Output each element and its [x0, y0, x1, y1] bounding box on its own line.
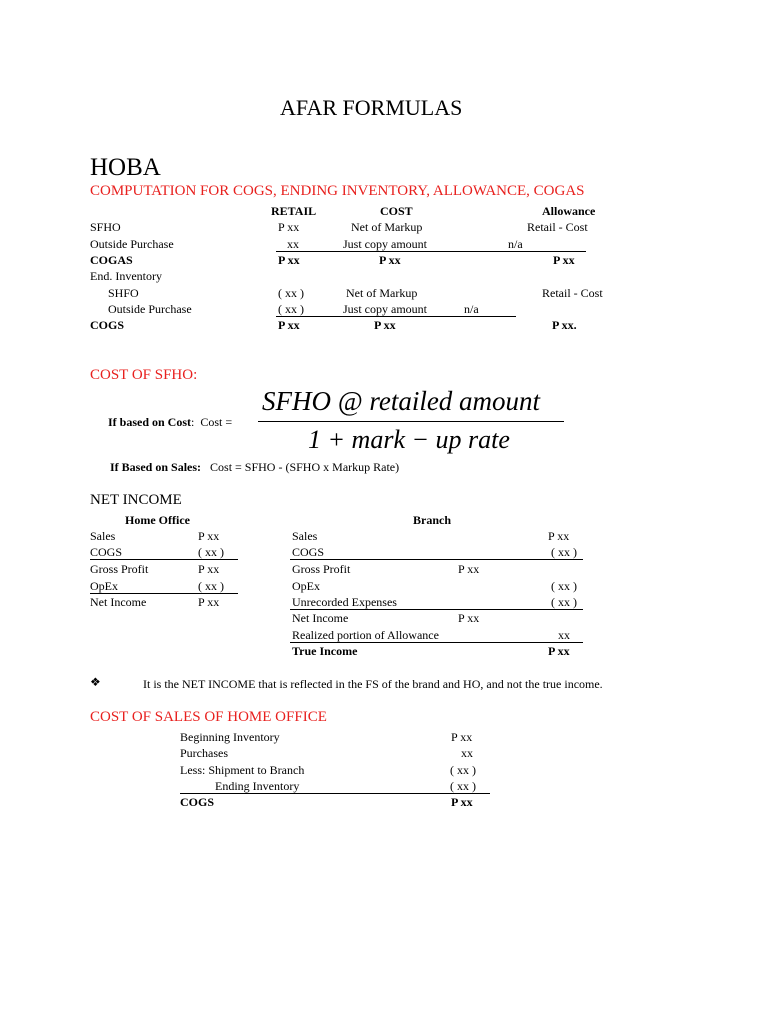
row-cogas-allowance: P xx	[553, 253, 575, 267]
cos-row-label: Ending Inventory	[215, 779, 300, 793]
col-allowance: Allowance	[542, 204, 596, 218]
ho-row-value: ( xx )	[198, 545, 224, 559]
diamond-bullet-icon: ❖	[90, 675, 101, 689]
computation-heading: COMPUTATION FOR COGS, ENDING INVENTORY, ALLOWANCE, COGAS	[90, 183, 585, 199]
row-endinv-label: End. Inventory	[90, 269, 162, 283]
br-row-mid: P xx	[458, 562, 480, 576]
br-row-label: Net Income	[292, 611, 349, 625]
row-shfo-label: SHFO	[108, 286, 139, 300]
br-row-value: P xx	[548, 529, 570, 543]
row-cogs-label: COGS	[90, 318, 125, 332]
ho-row-value: ( xx )	[198, 579, 224, 593]
cos-row-value: ( xx )	[450, 779, 476, 793]
cos-row-value: xx	[461, 746, 473, 760]
ho-row-label: Net Income	[90, 595, 147, 609]
col-retail: RETAIL	[271, 204, 317, 218]
if-cost-label: If based on Cost	[108, 415, 192, 429]
row-outside2-retail: ( xx )	[278, 302, 304, 316]
row-sfho-retail: P xx	[278, 220, 300, 234]
cost-sfho-heading: COST OF SFHO:	[90, 367, 198, 383]
br-row-label: Gross Profit	[292, 562, 351, 576]
cos-row-value: ( xx )	[450, 763, 476, 777]
ho-row-value: P xx	[198, 562, 220, 576]
br-row-label: True Income	[292, 644, 358, 658]
br-row-value: ( xx )	[551, 579, 577, 593]
page-title: AFAR FORMULAS	[280, 95, 463, 120]
if-based-on-cost	[108, 415, 232, 429]
if-based-on-sales	[110, 460, 399, 474]
row-sfho-cost: Net of Markup	[351, 220, 423, 234]
br-row-mid: P xx	[458, 611, 480, 625]
row-outside2-label: Outside Purchase	[108, 302, 192, 316]
ho-row-value: P xx	[198, 595, 220, 609]
cos-row-label: Less: Shipment to Branch	[180, 763, 305, 777]
row-shfo-cost: Net of Markup	[346, 286, 418, 300]
home-office-title: Home Office	[125, 513, 190, 527]
cos-row-label: Beginning Inventory	[180, 730, 280, 744]
row-cogas-retail: P xx	[278, 253, 300, 267]
row-cogs-cost: P xx	[374, 318, 396, 332]
note-text: It is the NET INCOME that is reflected in the FS of the brand and HO, and not the true income.	[143, 677, 603, 691]
br-row-value: ( xx )	[551, 595, 577, 609]
br-row-label: OpEx	[292, 579, 320, 593]
br-row-value: xx	[558, 628, 570, 642]
col-cost: COST	[380, 204, 413, 218]
cos-row-label: Purchases	[180, 746, 228, 760]
formula-fraction-bar	[258, 421, 564, 422]
ho-row-label: COGS	[90, 545, 123, 559]
br-row-label: Sales	[292, 529, 318, 543]
row-outside-cost: Just copy amount	[343, 237, 427, 251]
cos-row-label: COGS	[180, 795, 215, 809]
br-row-label: COGS	[292, 545, 325, 559]
if-cost-colon: :	[191, 415, 195, 429]
row-sfho-label: SFHO	[90, 220, 121, 234]
br-underline-unrecorded	[290, 609, 583, 610]
br-row-label: Realized portion of Allowance	[292, 628, 439, 642]
cos-underline	[180, 793, 490, 794]
branch-title: Branch	[413, 513, 452, 527]
br-row-value: ( xx )	[551, 545, 577, 559]
row-cogas-label: COGAS	[90, 253, 133, 267]
ho-row-label: OpEx	[90, 579, 118, 593]
br-underline-realized	[290, 642, 583, 643]
formula-numerator: SFHO @ retailed amount	[262, 386, 541, 416]
row-cogs-allowance: P xx.	[552, 318, 577, 332]
row-outside-retail: xx	[287, 237, 299, 251]
row-shfo-allowance: Retail - Cost	[542, 286, 603, 300]
row-outside-allowance: n/a	[508, 237, 523, 251]
cost-of-sales-heading: COST OF SALES OF HOME OFFICE	[90, 709, 327, 725]
sales-formula: Cost = SFHO - (SFHO x Markup Rate)	[210, 460, 400, 474]
ho-row-label: Sales	[90, 529, 116, 543]
row-cogas-cost: P xx	[379, 253, 401, 267]
ho-row-label: Gross Profit	[90, 562, 149, 576]
ho-underline-opex	[90, 593, 238, 594]
row-sfho-allowance: Retail - Cost	[527, 220, 588, 234]
cost-equals: Cost =	[200, 415, 233, 429]
if-sales-label: If Based on Sales:	[110, 460, 202, 474]
row-cogs-retail: P xx	[278, 318, 300, 332]
br-underline-cogs	[290, 559, 583, 560]
br-row-value: P xx	[548, 644, 570, 658]
ho-row-value: P xx	[198, 529, 220, 543]
br-row-label: Unrecorded Expenses	[292, 595, 397, 609]
underline-outside	[276, 251, 586, 252]
net-income-heading: NET INCOME	[90, 492, 182, 508]
row-shfo-retail: ( xx )	[278, 286, 304, 300]
formula-denominator: 1 + mark − up rate	[308, 425, 510, 454]
row-outside-label: Outside Purchase	[90, 237, 174, 251]
ho-underline-cogs	[90, 559, 238, 560]
hoba-heading: HOBA	[90, 154, 161, 181]
row-outside2-allowance: n/a	[464, 302, 479, 316]
row-outside2-cost: Just copy amount	[343, 302, 427, 316]
cos-row-value: P xx	[451, 730, 473, 744]
underline-outside2	[276, 316, 516, 317]
cos-row-value: P xx	[451, 795, 473, 809]
